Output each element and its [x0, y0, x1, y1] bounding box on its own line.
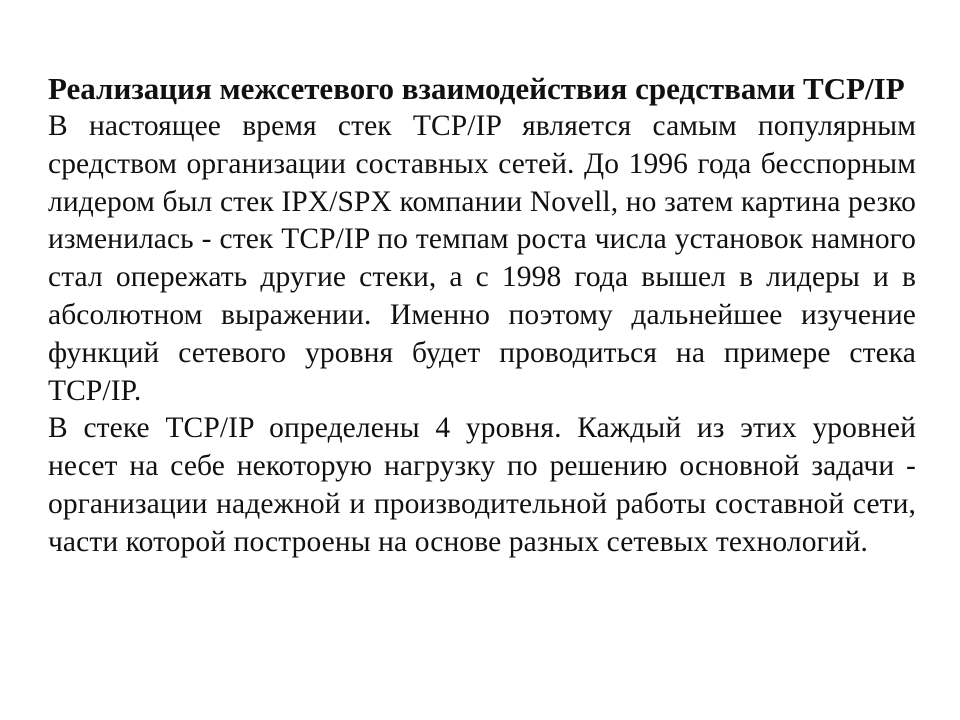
slide-content — [48, 70, 916, 562]
slide-title: Реализация межсетевого взаимодействия средствами TCP/IP — [48, 71, 905, 106]
paragraph-tcpip-popularity: В настоящее время стек TCP/IP является самым популярным средством организации составных сетей. До 1996 года бесспорным лидером был стек IPX/SPX компании Novell, но затем картина резко изменилась - стек TCP/IP по темпам роста числа установок намного стал опережать другие стеки, а с 1998 года вышел в лидеры и в абсолютном выражении. Именно поэтому дальнейшее изучение функций сетевого уровня будет проводиться на примере стека TCP/IP. — [48, 110, 916, 407]
paragraph-tcpip-levels: В стеке TCP/IP определены 4 уровня. Каждый из этих уровней несет на себе некоторую нагрузку по решению основной задачи - организации надежной и производительной работы составной сети, части которой построены на основе разных сетевых технологий. — [48, 412, 916, 558]
